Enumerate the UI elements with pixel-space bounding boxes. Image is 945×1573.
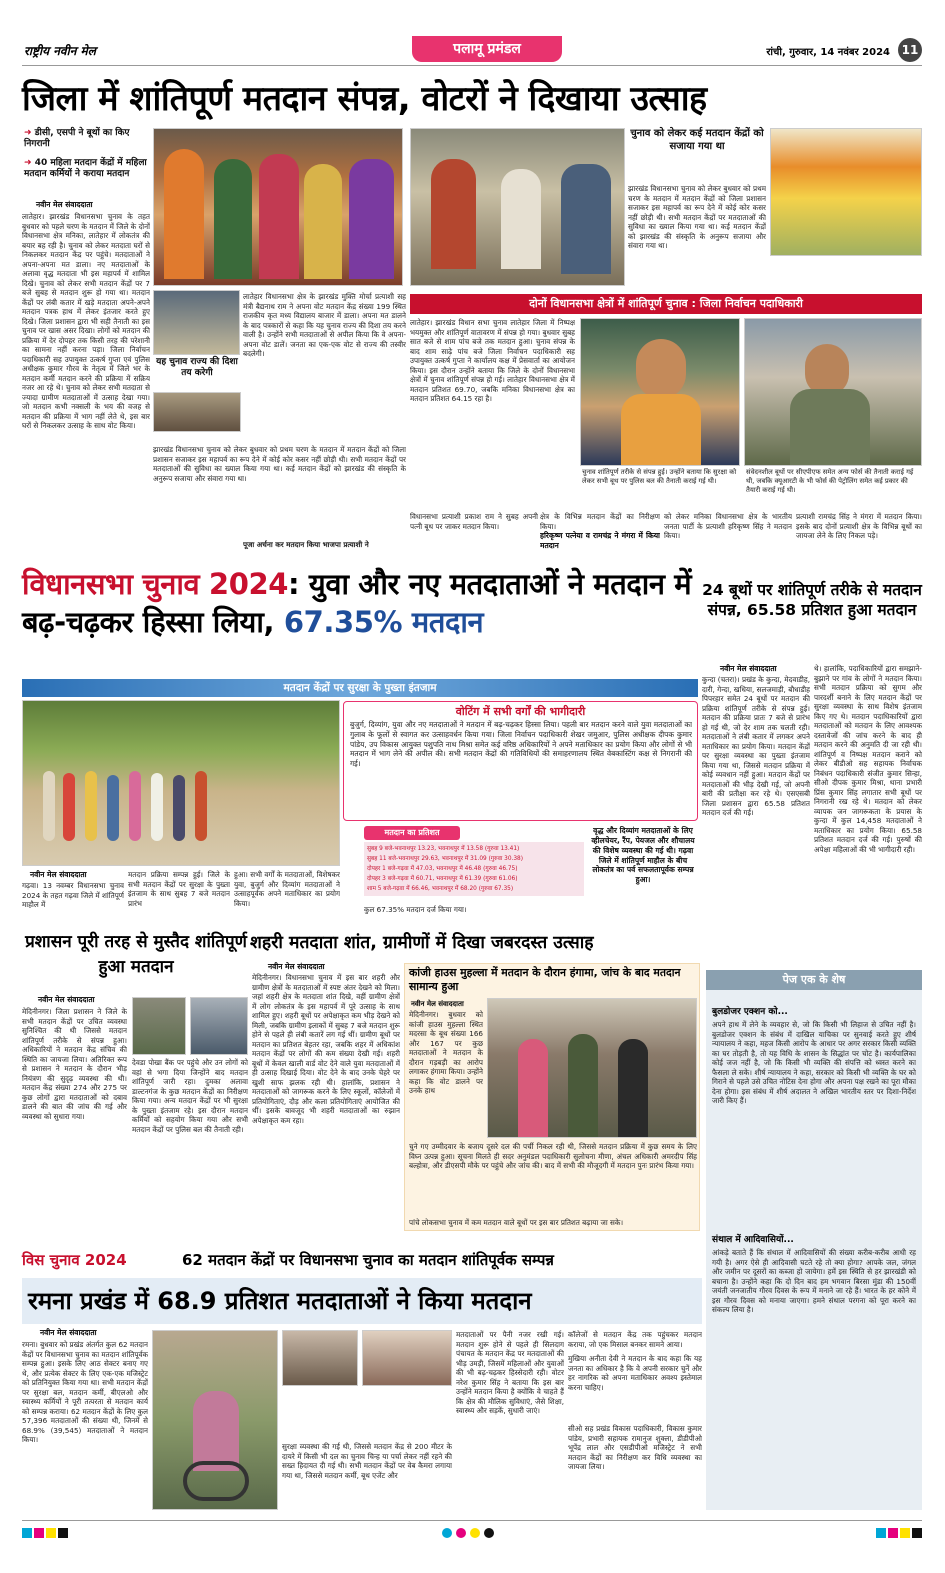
sp-photo — [744, 318, 922, 466]
disha-body-cont — [153, 445, 406, 538]
candidate-subhead: हरिकृष्ण पत्नेया व रामचंद्र ने मंगरा में किया मतदान — [540, 531, 660, 550]
paper-name: राष्ट्रीय नवीन मेल — [24, 44, 96, 58]
turnout-row: सुबह 11 बजे-भवनाथपुर 29.63, भवनाथपुर में 31.09 (गुरुवा 30.38) — [367, 856, 524, 862]
elderly-note: वृद्ध और दिव्यांग मतदाताओं के लिए व्हीलचेयर, रैंप, पेयजल और शौचालय की विशेष व्यवस्था की गई थी। गढ़वा जिले में शांतिपूर्ण माहौल के बीच लोकतंत्र का पर्व सफलतापूर्वक सम्पन्न हुआ। — [591, 826, 695, 885]
ramna-photo-1 — [152, 1330, 278, 1510]
deo-photo — [580, 318, 740, 466]
admin-headline: प्रशासन पूरी तरह से मुस्तैद शांतिपूर्ण हुआ मतदान — [25, 932, 247, 977]
assembly-byline: नवीन मेल संवाददाता — [30, 870, 87, 879]
lead-photo-polling-booth — [410, 128, 625, 286]
participation-heading: वोटिंग में सभी वर्गों की भागीदारी — [455, 705, 586, 718]
masthead — [22, 36, 922, 66]
lead-byline: नवीन मेल संवाददाता — [36, 200, 93, 209]
admin-body-2: देवडा पोखा बैंक पर पहुंचे और उन लोगों को वहां से भगा दिया जिन्होंने बाद मतदान शांतिपूर्ण जारी रहा। दुमका अलावा डाल्टनगंज के कुछ मतदान केंद्रों का निरीक्षण किया गया। अन्य मतदान केंद्रों पर भी सुरक्षा के पुख्ता इंतजाम रहे। इस दौरान मतदान कर्मियों को सहयोग किया गया और सभी मतदान केंद्रों पर पुलिस बल की तैनाती रही। — [132, 1058, 248, 1134]
decorated-booth-photo — [770, 128, 922, 256]
turnout-row: शाम 5 बजे-गढ़वा में 66.46, भवनाथपुर में 68.20 (गुरुवा 67.35) — [367, 886, 514, 892]
lead-bullet-1: ➜ डीसी, एसपी ने बूथों का किए निगरानी — [24, 128, 130, 150]
turnout-table-title: मतदान का प्रतिशत — [364, 826, 460, 840]
kanji-box — [404, 963, 700, 1231]
kundu-headline: 24 बूथों पर शांतिपूर्ण तरीके से मतदान संपन्न, 65.58 प्रतिशत हुआ मतदान — [702, 581, 922, 620]
lead-photo-women-voters — [153, 128, 403, 286]
assembly-headline — [22, 566, 698, 641]
decorated-booth-box — [628, 128, 922, 286]
assembly-body-3: हुआ। सभी वर्गों के मतदाताओं, विशेषकर युवा, बुजुर्ग और दिव्यांग मतदाताओं ने उत्साहपूर्वक अपने मताधिकार का प्रयोग किया। — [234, 870, 340, 908]
minister-photo-2 — [153, 392, 241, 432]
ramna-headline-band — [22, 1278, 702, 1324]
turnout-table — [364, 826, 584, 902]
ramna-photo-2 — [282, 1330, 358, 1386]
admin-photo-1 — [132, 997, 186, 1055]
deo-photo-caption: चुनाव शांतिपूर्ण तरीके से संपन्न हुई। उन्होंने बताया कि सुरक्षा को लेकर सभी बूथ पर पुलिस बल की तैनाती कराई गई थी। — [582, 468, 737, 485]
disha-byline: पूजा अर्चना कर मतदान किया भाजपा प्रत्याशी ने — [243, 540, 369, 549]
assembly-body-2: मतदान प्रक्रिया सम्पन्न हुई। जिले के सभी मतदान केंद्रों पर सुरक्षा के पुख्ता इंतजाम के साथ सुबह 7 बजे मतदान प्रारंभ — [128, 870, 230, 908]
section-title: पलामू प्रमंडल — [453, 41, 521, 57]
kanji-photo — [487, 998, 697, 1138]
ramna-photo-3 — [362, 1330, 452, 1386]
kanji-footer: पांचे लोकसभा चुनाव में कम मतदान वाले बूथों पर इस बार प्रतिशत बढ़ाया जा सके। — [409, 1218, 624, 1227]
page-number: 11 — [898, 38, 922, 62]
kanji-headline: कांजी हाउस मुहल्ला में मतदान के दौरान हंगामा, जांच के बाद मतदान सामान्य हुआ — [409, 966, 681, 994]
turnout-row: दोपहर 1 बजे-गढ़वा में 47.03, भवनाथपुर में 46.48 (गुरुवा 46.75) — [367, 866, 518, 872]
continued-s1-body: अपने हाथ में लेने के व्यवहार से, जो कि किसी भी लिहाज से उचित नहीं है। बुलडोजर एक्शन के संबंध में दाखिल याचिका पर सुनवाई करते हुए शीर्ष न्यायालय ने कहा, महज किसी आरोप के आधार पर अगर सरकार किसी व्यक्ति का घर तोड़ती है, तो यह विधि के शासन के सिद्धांत पर चोट है। कार्यपालिका कोई जज नहीं है, जो कि किसी भी व्यक्ति की संपत्ति को ध्वस्त करने का फैसला ले सके। शीर्ष न्यायालय ने कहा, सरकार को किसी भी व्यक्ति के घर को गिराने से पहले उसे उचित नोटिस देना होगा और अपना पक्ष रखने का पूरा मौका देना होगा। इस संबंध में शीर्ष अदालत ने अखिल भारतीय स्तर पर दिशा-निर्देश जारी किए हैं। — [712, 1020, 916, 1105]
ramna-body-1: रमना। बुधवार को प्रखंड अंतर्गत कुल 62 मतदान केंद्रों पर विधानसभा चुनाव का मतदान शांतिपूर्वक सम्पन्न हुआ। इसके लिए आठ सेक्टर बनाए गए थे, और प्रत्येक सेक्टर के लिए एक-एक मजिस्ट्रेट को प्रतिनियुक्त किया गया था। सभी मतदान केंद्रों पर सुरक्षा बल, मतदान कर्मी, बीएलओ और स्वास्थ्य कर्मियों ने पूरी तत्परता से मतदान कार्य को सम्पन्न कराया। 62 मतदान केंद्रों के लिए कुल 57,396 मतदाताओं की संख्या थी, जिनमें से 68.9% (39,545) मतदाताओं ने मतदान किया। — [22, 1340, 148, 1444]
lead-headline: जिला में शांतिपूर्ण मतदान संपन्न, वोटरों ने दिखाया उत्साह — [22, 79, 707, 119]
decorated-booth-heading: चुनाव को लेकर कई मतदान केंद्रों को सजाया गया था — [630, 128, 764, 152]
turnout-row: दोपहर 3 बजे-गढ़वा में 60.71, भवनाथपुर में 61.39 (गुरुवा 61.06) — [367, 876, 518, 882]
candidate-col-2 — [540, 512, 660, 558]
security-bar: मतदान केंद्रों पर सुरक्षा के पुख्ता इंतजाम — [22, 679, 698, 697]
ramna-body-4: कॉलेजों से मतदान केंद्र तक पहुंचकर मतदान कराया, जो एक मिसाल बनकर सामने आया। — [568, 1330, 702, 1349]
disha-body: लातेहार विधानसभा क्षेत्र के झारखंड मुक्ति मोर्चा प्रत्याशी सह मंत्री बैद्यनाथ राम ने अपना वोट मतदान केंद्र संख्या 199 स्थित राजकीय कृत मध्य विद्यालय बाजार में डाला। अपना मत डालने के बाद पत्रकारों से कहा कि यह चुनाव राज्य की दिशा तय करने वाली है। उन्होंने सभी मतदाताओं से अपील किया कि वे अपना-अपना वोट डालें। जनता का एक-एक वोट से राज्य की तस्वीर बदलेगी। — [243, 292, 406, 358]
two-seats-banner: दोनों विधानसभा क्षेत्रों में शांतिपूर्ण चुनाव : जिला निर्वाचन पदाधिकारी — [410, 294, 922, 314]
disha-body-cont-text: झारखंड विधानसभा चुनाव को लेकर बुधवार को प्रथम चरण के मतदान में मतदान केंद्रों को जिला प्रशासन सजाकर इस महापर्व का रूप देने में कोई कोर कसर नहीं छोड़ी थी। सभी मतदान केंद्रों पर मतदाताओं की सुविधा का ख्याल किया गया था। कई मतदान केंद्रों को झारखंड की संस्कृति के अनुरूप सजाया और संवारा गया था। — [153, 445, 406, 483]
candidate-col-4: प्रत्याशी रामचंद्र सिंह ने मंगरा में मतदान किया। इसके बाद दोनों प्रत्याशी क्षेत्र के विभिन्न बूथों का जायजा लेने के लिए निकल पड़े। — [796, 512, 922, 540]
continued-banner: पेज एक के शेष — [706, 970, 922, 990]
assembly-body-1: गढ़वा। 13 नवम्बर विधानसभा चुनाव 2024 के तहत गढ़वा जिले में शांतिपूर्ण माहौल में — [22, 881, 124, 909]
lead-bullet-2: ➜ 40 महिला मतदान केंद्रों में महिला मतदान कर्मियों ने कराया मतदान — [24, 158, 147, 180]
color-registration-bar — [22, 1528, 922, 1538]
continued-s1-head: बुलडोजर एक्शन को... — [712, 1007, 788, 1017]
turnout-row: सुबह 9 बजे-भवनाथपुर 13.23, भवनाथपुर में 13.58 (गुरुवा 13.41) — [367, 846, 520, 852]
minister-vote-photo — [153, 290, 240, 355]
arrow-icon: ➜ — [24, 158, 32, 168]
two-seats-body: लातेहार। झारखंड विधान सभा चुनाव लातेहार जिला में निष्पक्ष भयमुक्त और शांतिपूर्ण वातावरण में संपन्न हो गया। बुधवार सुबह सात बजे से शाम पांच बजे तक मतदान हुआ। चुनाव संपन्न के बाद शाम साढ़े पांच बजे जिला निर्वाचन पदाधिकारी सह उपायुक्त उत्कर्ष गुप्ता ने कार्यालय कक्ष में प्रेसवार्ता का आयोजन किया। इस दौरान उन्होंने बताया कि जिले के दोनों विधानसभा क्षेत्रों में चुनाव शांतिपूर्ण संपन्न हो गई। लातेहार विधानसभा क्षेत्र में मतदान प्रतिशत 69.70, जबकि मनिका विधानसभा क्षेत्र का मतदान प्रतिशत 64.15 रहा है। — [410, 318, 575, 403]
participation-body: बुजुर्ग, दिव्यांग, युवा और नए मतदाताओं ने मतदान में बढ़-चढ़कर हिस्सा लिया। पहली बार मतदान करने वाले युवा मतदाताओं का गुलाब के फूलों से स्वागत कर उत्साहवर्धन किया गया। जिला निर्वाचन पदाधिकारी शेखर जमुआर, पुलिस अधीक्षक दीपक कुमार पांडेय, उप विकास आयुक्त पशुपति नाथ मिश्रा समेत कई वरिष्ठ अधिकारियों ने अपने मताधिकार का प्रयोग किया और लोगों से भी मतदान में भाग लेने की अपील की। सभी मतदान केंद्रों की गतिविधियों की समाहरणालय स्थित वेबकास्टिंग कक्ष से निगरानी की गई। — [350, 720, 692, 769]
ramna-body-2: सुरक्षा व्यवस्था की गई थी, जिससे मतदान केंद्र से 200 मीटर के दायरे में किसी भी दल का चुनाव चिन्ह या पर्चा लेकर नहीं रहने की सख्त हिदायत दी गई थी। सभी मतदान केंद्रों पर वेब कैमरा लगाया गया था, जिससे मतदान कर्मी, बूथ एजेंट और — [282, 1442, 452, 1480]
assembly-headline-part1: विधानसभा चुनाव 2024 — [22, 567, 289, 601]
admin-photo-2 — [190, 997, 248, 1055]
kundu-body-2: थे। हालांकि, पदाधिकारियों द्वारा समझाने-बुझाने पर गांव के लोगों ने मतदान किया। सभी मतदान प्रक्रिया को सुगम और पारदर्शी बनाने के लिए मतदान केंद्रों पर सुरक्षा व्यवस्था के साथ विशेष इंतजाम किए गए थे। मतदान पदाधिकारियों द्वारा मतदाताओं को मतदान के लिए आवश्यक दस्तावेजों की जांच करने के बाद ही मतदान करने की अनुमति दी जा रही थी। शांतिपूर्ण व निष्पक्ष मतदान कराने को लेकर बीडीओ सह सहायक निर्वाचक निबंधन पदाधिकारी संजीत कुमार सिन्हा, सीओ दीपक कुमार मिश्रा, थाना प्रभारी प्रिंस कुमार सिंह लगातार सभी बूथों पर निगरानी रख रहे थे। मतदान को लेकर व्यापक जन जागरूकता के प्रयास के कुन्दा में कुल 14,458 मतदाताओं ने मताधिकार का प्रयोग किया। 65.58 प्रतिशत मतदान दर्ज की गई। पुरुषों की अपेक्षा महिलाओं की भी भागीदारी रही। — [814, 664, 922, 854]
disha-heading: यह चुनाव राज्य की दिशा तय करेगी — [156, 357, 238, 379]
arrow-icon: ➜ — [24, 128, 32, 138]
assembly-headline-pct: 67.35% मतदान — [283, 604, 484, 639]
ramna-tag: विस चुनाव 2024 — [22, 1251, 127, 1269]
footer-rule — [22, 1520, 922, 1521]
participation-box — [343, 701, 698, 821]
admin-byline: नवीन मेल संवाददाता — [38, 995, 95, 1004]
queue-photo — [22, 700, 340, 866]
ramna-headline: रमना प्रखंड में 68.9 प्रतिशत मतदाताओं ने किया मतदान — [28, 1287, 532, 1315]
kanji-byline: नवीन मेल संवाददाता — [411, 1000, 464, 1008]
kanji-body-1: मेदिनीनगर। बुधवार को कांजी हाउस मुहल्ला स्थित मदरसा के बूथ संख्या 166 और 167 पर कुछ मतदाताओं ने मतदान के दौरान गड़बड़ी का आरोप लगाकर हंगामा किया। उन्होंने कहा कि वोट डालने पर उनके हाथ — [409, 1010, 483, 1095]
section-tab — [412, 36, 562, 62]
ramna-quote: मुखिया अनीता देवी ने मतदान के बाद कहा कि यह जनता का अधिकार है कि वे अपनी सरकार चुनें और हर नागरिक को अपना मताधिकार अवश्य इस्तेमाल करना चाहिए। — [568, 1354, 702, 1392]
ramna-body-3: मतदाताओं पर पैनी नजर रखी गई। मतदान शुरू होने से पहले ही सिलदाग पंचायत के मतदान केंद्र पर मतदाताओं की भीड़ उमड़ी, जिसमें महिलाओं और युवाओं की भी बढ़-चढ़कर हिस्सेदारी रही। वोटर नरेश कुमार सिंह ने बताया कि इस बार उन्होंने मतदान किया है क्योंकि वे चाहते हैं कि क्षेत्र की मौलिक सुविधाएं, जैसे शिक्षा, स्वास्थ्य और सड़कें, सुधारी जाएं। — [456, 1330, 564, 1415]
turnout-total: कुल 67.35% मतदान दर्ज किया गया। — [364, 905, 467, 914]
urban-headline: शहरी मतदाता शांत, ग्रामीणों में दिखा जबरदस्त उत्साह — [250, 933, 594, 953]
kanji-body-2: चुने गए उम्मीदवार के बजाय दूसरे दल की पर्ची निकल रही थी, जिससे मतदान प्रक्रिया में कुछ समय के लिए विघ्न उत्पन्न हुआ। सूचना मिलते ही सदर अनुमंडल पदाधिकारी सुलोचना मीणा, अंचल अधिकारी अमरदीप सिंह बल्होत्रा, और डीएसपी मौके पर पहुंचे और जांच की। बाद में सभी की मौजूदगी में मतदान पुनः प्रारंभ किया गया। — [409, 1142, 697, 1170]
admin-body-1: मेदिनीनगर। जिला प्रशासन ने जिले के सभी मतदान केंद्रों पर उचित व्यवस्था सुनिश्चित की थी जिससे मतदान शांतिपूर्ण तरीके से संपन्न हुआ। अधिकारियों ने मतदान केंद्र संचिव की स्थिति का जायजा लिया। अतिरिक्त रूप से प्रशासन ने मतदान के दौरान भीड़ नियंत्रण की सुदृढ़ व्यवस्था की थी। मतदान केंद्र संख्या 274 और 275 पर कुछ लोगों द्वारा मतदाताओं को दबाव डालने की बात की जांच की गई और व्यवस्था को सुधारा गया। — [22, 1007, 127, 1121]
ramna-body-5: सीओ सह प्रखंड विकास पदाधिकारी, विकास कुमार पांडेय, प्रभारी सहायक रामानुज शुक्ला, डीडीपीओ भूपेंद्र लाल और एसडीपीओ मजिस्ट्रेट ने सभी मतदान केंद्रों का निरीक्षण कर विधि व्यवस्था का जायजा लिया। — [568, 1424, 702, 1471]
decorated-booth-body: झारखंड विधानसभा चुनाव को लेकर बुधवार को प्रथम चरण के मतदान में मतदान केंद्रों को जिला प्रशासन सजाकर इस महापर्व का रूप देने में कोई कोर कसर नहीं छोड़ी थी। सभी मतदान केंद्रों पर मतदाताओं की सुविधा का ख्याल किया गया था। कई मतदान केंद्रों को झारखंड की संस्कृति के अनुरूप सजाया और संवारा गया था। — [628, 184, 766, 250]
ramna-byline: नवीन मेल संवाददाता — [40, 1328, 97, 1337]
urban-body: मेदिनीनगर। विधानसभा चुनाव में इस बार शहरी और ग्रामीण क्षेत्रों के मतदाताओं में स्पष्ट अंतर देखने को मिला। जहां शहरी क्षेत्र के मतदाता शांत दिखे, वहीं ग्रामीण क्षेत्रों में लोग लोकतंत्र के इस महापर्व में पूरे उत्साह के साथ शामिल हुए। शहरी बूथों पर अपेक्षाकृत कम भीड़ देखने को मिली, जबकि ग्रामीण इलाकों में सुबह 7 बजे मतदान शुरू होने से पहले ही लंबी कतारें लग गई थीं। ग्रामीण बूथों पर मतदान का प्रतिशत बेहतर रहा, जबकि शहर में अधिकांश मतदान केंद्रों पर लोगों की कम संख्या देखी गई। शहरी बूथों में केवल खाली वार्ड वोट देने वाले युवा मतदाताओं में ही उत्साह दिखाई दिया। वोट देने के बाद उनके चेहरे पर खुशी साफ झलक रही थी। हालांकि, प्रशासन ने मतदाताओं को जागरूक करने के लिए स्कूलों, कॉलेजों में प्रतियोगिताएं, दौड़ और कला प्रतियोगिताएं आयोजित की थीं। इसके बावजूद भी शहरी मतदाताओं का रुझान अपेक्षाकृत कम रहा। — [252, 973, 400, 1125]
candidate-col-1: विधानसभा प्रत्याशी प्रकाश राम ने सुबह अपनी पत्नी बूथ पर जाकर मतदान किया। — [410, 512, 538, 531]
lead-body: लातेहार। झारखंड विधानसभा चुनाव के तहत बुधवार को पहले चरण के मतदान में जिले के दोनों विधानसभा क्षेत्र मनिका, लातेहार में लोकतंत्र की बयार बह रही है। चुनाव को लेकर मतदाता घरों से निकलकर मतदान केंद्र पर पहुंचे। मतदाताओं ने अपना-अपना मत डाला। नए मतदाताओं के अलावा वृद्ध मतदाता भी इस महापर्व में शामिल दिखे। चुनाव को लेकर सभी मतदान केंद्रों पर 7 बजे सुबह से मतदान शुरू हो गया था। मतदान केंद्रों पर लंबी कतार में खड़े मतदाता अपने-अपने मतदान पत्रक हाथ में लेकर इंतजार करते हुए दिखे। जिला प्रशासन द्वारा भी सही तैनाती का इस चुनाव पर खास असर दिखा। लोगों को मतदान की प्रक्रिया में देर दोपहर तक किसी तरह की परेशानी का सामना नहीं करना पड़ा। जिला निर्वाचन पदाधिकारी सह उपायुक्त उत्कर्ष गुप्ता एवं पुलिस अधीक्षक कुमार गौरव के नेतृत्व में जिले भर के मतदान कर्मी मतदान करने की प्रक्रिया में सक्रिय नजर आ रहे थे। चुनाव को लेकर सभी मतदाता से ज्यादा ग्रामीण मतदाताओं में उत्साह देखा गया। जो मतदान कभी नक्सली के भय की वजह से मतदान की प्रक्रिया में भाग नहीं लेते थे, इस बार घरों से निकलकर उत्साह के साथ वोट किया। — [22, 212, 150, 430]
candidate-col-3: को लेकर मनिका विधानसभा क्षेत्र के भारतीय जनता पार्टी के प्रत्याशी हरिकृष्ण सिंह ने मतदान किया। — [664, 512, 792, 540]
continued-s2-head: संथाल में आदिवासियों... — [712, 1235, 794, 1245]
date-line: रांची, गुरुवार, 14 नवंबर 2024 — [766, 47, 890, 58]
assembly-headline-part2: : युवा और नए मतदाताओं ने मतदान में बढ़-चढ़कर हिस्सा लिया, — [22, 567, 692, 639]
kundu-byline: नवीन मेल संवाददाता — [720, 664, 777, 673]
kundu-body: कुन्दा (चतरा)। प्रखंड के कुन्दा, मेदवाडीह, दारी, गेन्दा, खधिया, सलजमाड़ी, बौधाडीह पिपरहार समेत 24 बूथों पर मतदान की प्रक्रिया शांतिपूर्ण तरीके से संपन्न हुई। मतदान की प्रक्रिया प्रातः 7 बजे से प्रारंभ हो गई थी, जो देर शाम तक चलती रही। मतदाताओं ने लंबी कतार में लगकर अपने मताधिकार का प्रयोग किया। मतदान केंद्रों पर सुरक्षा व्यवस्था का पुख्ता इंतजाम किया गया था, जिससे मतदान प्रक्रिया में कोई व्यवधान नहीं हुआ। मतदान केंद्रों पर मतदाताओं की भीड़ देखी गई, जो अपनी बारी की प्रतीक्षा कर रहे थे। एसएसबी जिला प्रशासन द्वारा 65.58 प्रतिशत मतदान दर्ज की गई। — [702, 675, 810, 817]
ramna-subhead: 62 मतदान केंद्रों पर विधानसभा चुनाव का मतदान शांतिपूर्वक सम्पन्न — [182, 1251, 554, 1269]
continued-box — [706, 970, 922, 1510]
urban-byline: नवीन मेल संवाददाता — [268, 962, 325, 971]
sp-photo-caption: संवेदनशील बूथों पर सीएपीएफ समेत अन्य फोर्स की तैनाती कराई गई थी, जबकि क्यूआरटी के भी फोर्स की पेट्रोलिंग समेत कई प्रकार की तैयारी कराई गई थी। — [746, 468, 914, 494]
candidate-col-2-text: क्षेत्र के विभिन्न मतदान केंद्रों का निरीक्षण किया। — [540, 512, 660, 531]
continued-s2-body: आंकड़े बताते हैं कि संथाल में आदिवासियों की संख्या करीब-करीब आधी रह गयी है। अगर ऐसे ही आदिवासी घटते रहे तो क्या होगा? आपके जल, जंगल और जमीन पर दूसरों का कब्जा हो जायेगा। हमें इस स्थिति से हर झारखंडी को बचाना है। उन्होंने कहा कि दो दिन बाद हम भगवान बिरसा मुंडा की 150वीं जयंती जनजातीय गौरव दिवस के रूप में मनाने जा रहे हैं। भारत के हर कोने में इस गौरव दिवस को मनाया जाएगा। हमने संथाल परगना को पूरा करने का संकल्प लिया है। — [712, 1248, 916, 1314]
